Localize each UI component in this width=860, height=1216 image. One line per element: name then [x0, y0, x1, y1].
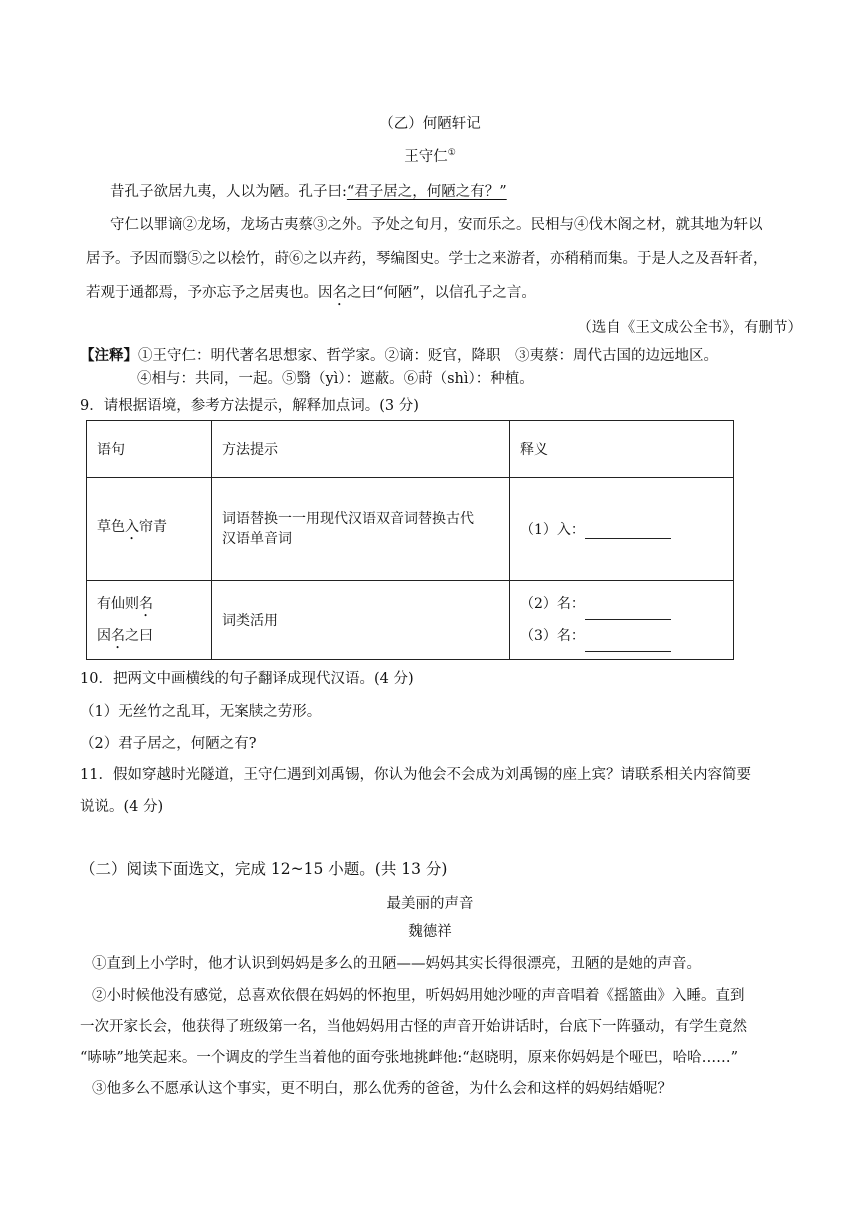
passage-b-paragraph-1 — [110, 180, 507, 201]
dotted-word-ru: 入 — [125, 518, 139, 535]
row2-s2-text-a: 因 — [97, 628, 111, 644]
answer-label-1: （1）入： — [520, 522, 585, 538]
q9-header-hint: 方法提示 — [212, 421, 510, 478]
row1-text-a: 草色 — [97, 518, 125, 535]
q10-prompt: 10．把两文中画横线的句子翻译成现代汉语。(4 分) — [80, 671, 414, 687]
p1-text: 昔孔子欲居九夷，人以为陋。孔子曰: — [110, 184, 347, 200]
dotted-word-ming: 名 — [332, 285, 347, 301]
dotted-word-ming-2: 名 — [111, 628, 125, 644]
passage-b-paragraph-2-line-3 — [86, 281, 536, 309]
notes-text-1: ①王守仁：明代著名思想家、哲学家。②谪：贬官，降职 ③夷蔡：周代古国的边远地区。 — [138, 348, 718, 364]
q11-line-1: 11．假如穿越时光隧道，王守仁遇到刘禹锡，你认为他会不会成为刘禹锡的座上宾？请联系相关内容简要 — [80, 767, 751, 783]
author-note-mark: ① — [447, 148, 456, 159]
section-2-paragraph-2-line-3: “哧哧”地笑起来。一个调皮的学生当着他的面夸张地挑衅他:“赵晓明，原来你妈妈是个哑巴，哈哈……” — [80, 1050, 739, 1066]
q9-table-row-2 — [87, 581, 734, 660]
section-2-paragraph-2-line-2: 一次开家长会，他获得了班级第一名，当他妈妈用古怪的声音开始讲话时，台底下一阵骚动，有学生竟然 — [80, 1019, 747, 1035]
row2-sentence-2 — [97, 620, 201, 652]
section-2-heading: （二）阅读下面选文，完成 12~15 小题。(共 13 分) — [80, 860, 448, 878]
row1-text-b: 帘青 — [139, 518, 167, 535]
row2-s1-text: 有仙则 — [97, 596, 139, 612]
answer-2 — [520, 588, 723, 620]
answer-blank-3[interactable] — [585, 637, 671, 652]
answer-blank-2[interactable] — [585, 605, 671, 620]
section-2-paragraph-1: ①直到上小学时，他才认识到妈妈是多么的丑陋——妈妈其实长得很漂亮，丑陋的是她的声音。 — [92, 956, 701, 972]
passage-b-source: （选自《王文成公全书》，有删节） — [577, 320, 802, 336]
q9-header-meaning: 释义 — [510, 421, 734, 478]
q10-item-1: （1）无丝竹之乱耳，无案牍之劳形。 — [80, 704, 322, 720]
section-2-title: 最美丽的声音 — [386, 896, 474, 912]
answer-3 — [520, 620, 723, 652]
notes-line-1 — [80, 344, 718, 365]
row2-sentence-1 — [97, 588, 201, 620]
p1-underlined-quote: “君子居之，何陋之有？” — [346, 184, 507, 200]
section-2-paragraph-2-line-1: ②小时候他没有感觉，总喜欢依偎在妈妈的怀抱里，听妈妈用她沙哑的声音唱着《摇篮曲》入睡。直到 — [92, 988, 745, 1004]
answer-label-3: （3）名： — [520, 628, 585, 644]
answer-label-2: （2）名： — [520, 596, 585, 612]
section-2-paragraph-3: ③他多么不愿承认这个事实，更不明白，那么优秀的爸爸，为什么会和这样的妈妈结婚呢？ — [92, 1081, 672, 1097]
row1-hint-line1: 词语替换一一用现代汉语双音词替换古代 — [222, 511, 474, 527]
q9-table-row-1 — [87, 478, 734, 581]
q9-row1-hint — [212, 478, 510, 581]
q10-item-2: （2）君子居之，何陋之有? — [80, 736, 257, 752]
passage-b-paragraph-2-line-2: 居予。予因而翳⑤之以桧竹，莳⑥之以卉药，琴编图史。学士之来游者，亦稍稍而集。于是人之及吾轩者， — [86, 251, 768, 267]
section-2-author: 魏德祥 — [408, 924, 452, 940]
q11-line-2: 说说。(4 分) — [80, 799, 164, 815]
q9-prompt: 9．请根据语境，参考方法提示，解释加点词。(3 分) — [80, 398, 419, 414]
notes-line-2: ④相与：共同，一起。⑤翳（yì）：遮蔽。⑥莳（shì）：种植。 — [137, 371, 534, 387]
dotted-word-ming-1: 名 — [139, 596, 153, 612]
q9-table — [86, 420, 734, 660]
passage-b-paragraph-2-line-1: 守仁以罪谪②龙场，龙场古夷蔡③之外。予处之旬月，安而乐之。民相与④伐木阁之材，就其地为轩以 — [110, 217, 763, 233]
notes-label: 【注释】 — [80, 347, 138, 364]
row1-hint-line2: 汉语单音词 — [222, 531, 292, 547]
q9-header-sentence: 语句 — [87, 421, 212, 478]
row2-s2-text-b: 之曰 — [125, 628, 153, 644]
q9-row2-sentences — [87, 581, 212, 660]
p2-line3-text: 若观于通都焉，予亦忘予之居夷也。因 — [86, 285, 333, 301]
q9-table-header-row — [87, 421, 734, 478]
q9-row1-answer — [510, 478, 734, 581]
q9-row2-hint: 词类活用 — [212, 581, 510, 660]
q9-row1-sentence — [87, 478, 212, 581]
passage-b-author — [0, 145, 860, 166]
answer-blank-1[interactable] — [585, 524, 671, 539]
author-name: 王守仁 — [404, 149, 448, 165]
p2-line3-tail: 之曰“何陋”，以信孔子之言。 — [347, 285, 536, 301]
passage-b-title: （乙）何陋轩记 — [379, 116, 481, 132]
q9-row2-answers — [510, 581, 734, 660]
